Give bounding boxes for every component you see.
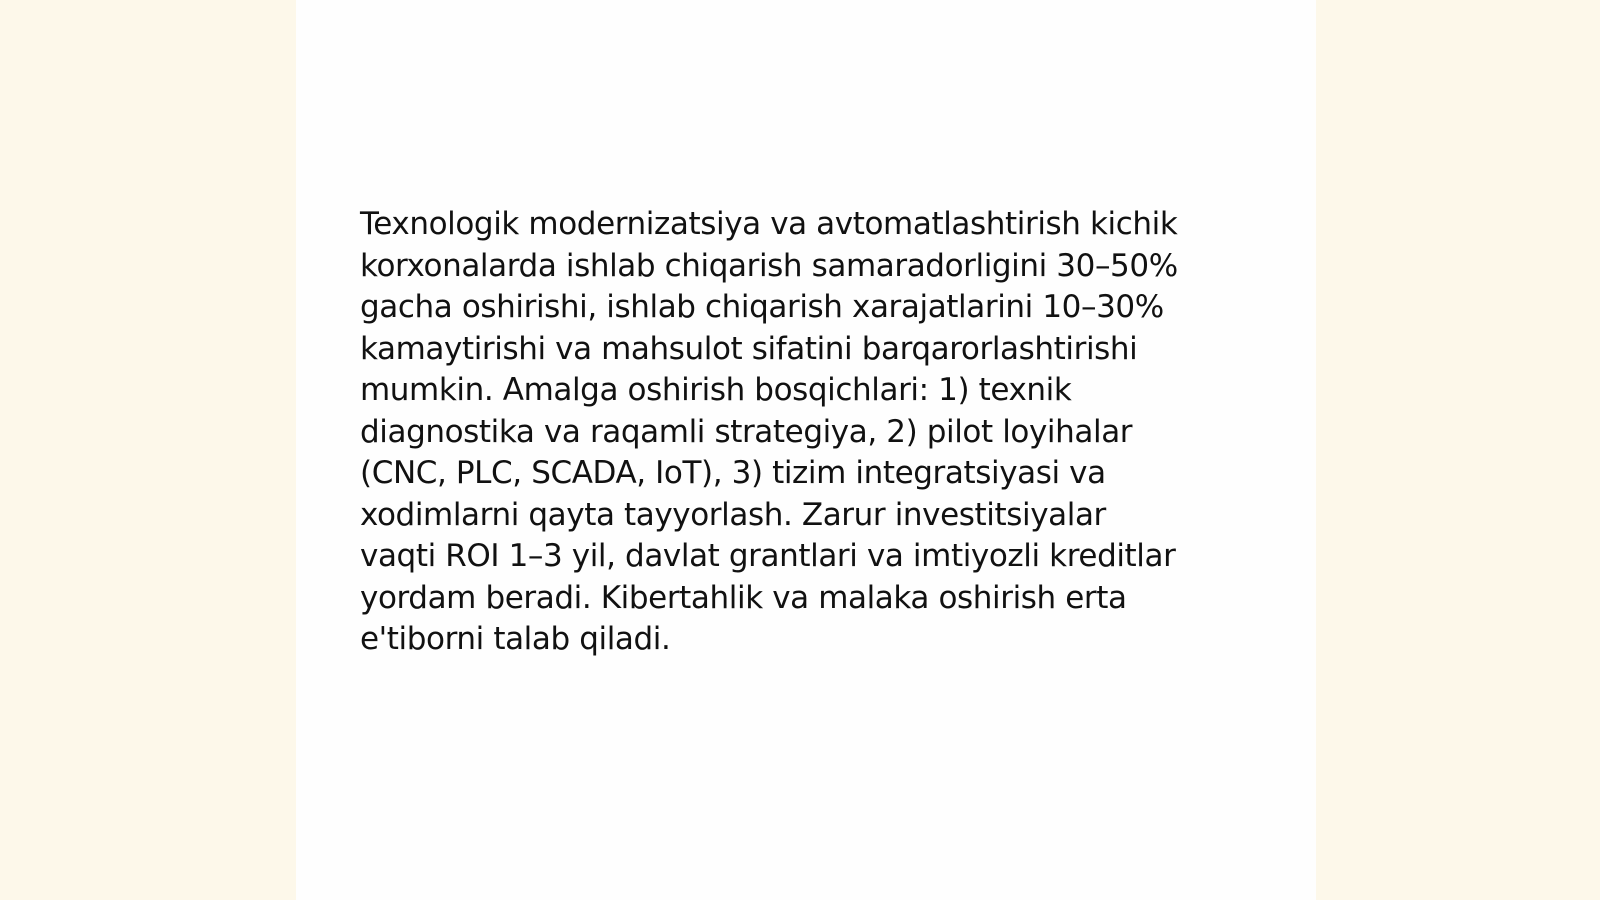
paragraph-line: diagnostika va raqamli strategiya, 2) pilot loyihalar <box>360 413 1133 450</box>
paragraph-line: gacha oshirishi, ishlab chiqarish xarajatlarini 10–30% <box>360 289 1164 325</box>
paragraph-line: xodimlarni qayta tayyorlash. Zarur investitsiyalar <box>360 496 1106 533</box>
paragraph-line: e'tiborni talab qiladi. <box>360 621 671 657</box>
paragraph-line: korxonalarda ishlab chiqarish samaradorligini 30–50% <box>360 247 1178 284</box>
paragraph-line: mumkin. Amalga oshirish bosqichlari: 1) texnik <box>360 372 1072 408</box>
slide <box>296 0 1316 900</box>
paragraph-line: yordam beradi. Kibertahlik va malaka oshirish erta <box>360 579 1127 616</box>
slide-body-paragraph <box>360 204 1260 661</box>
paragraph-line: (CNC, PLC, SCADA, IoT), 3) tizim integratsiyasi va <box>360 455 1106 491</box>
paragraph-line: kamaytirishi va mahsulot sifatini barqarorlashtirishi <box>360 330 1138 367</box>
paragraph-line: vaqti ROI 1–3 yil, davlat grantlari va imtiyozli kreditlar <box>360 538 1176 574</box>
paragraph-line: Texnologik modernizatsiya va avtomatlashtirish kichik <box>360 206 1178 242</box>
